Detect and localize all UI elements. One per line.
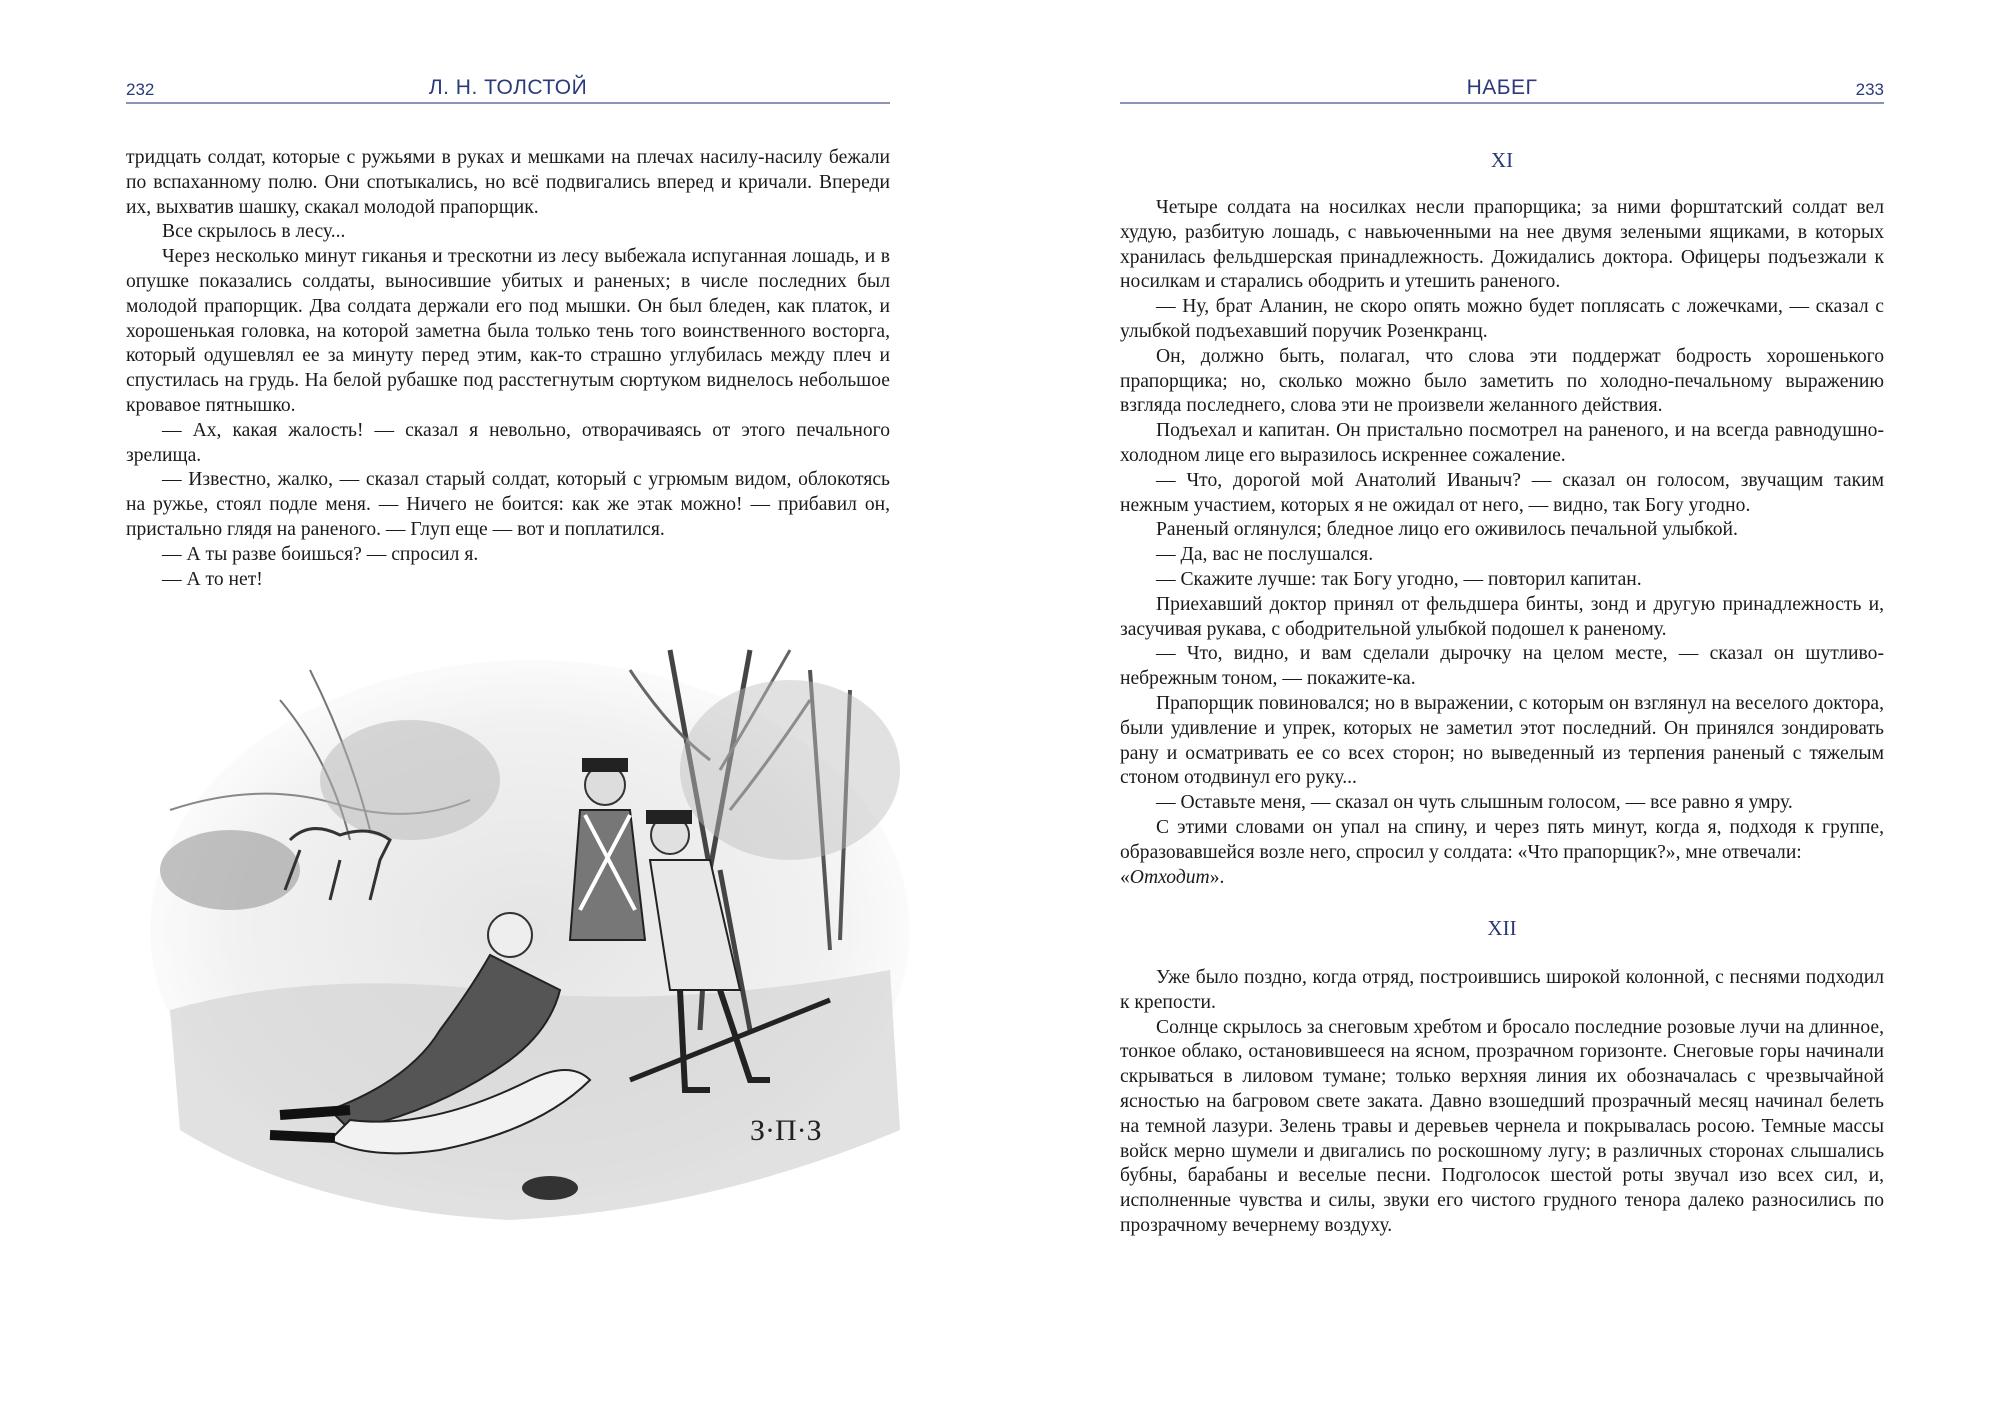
paragraph: Раненый оглянулся; бледное лицо его оживилось печальной улыбкой. [1156,519,1738,541]
header-rule [1120,102,1884,104]
closing-line [1120,866,1884,891]
paragraph: — А ты разве боишься? — спросил я. [162,543,479,565]
close-quote: ». [1209,866,1225,888]
paragraph: Приехавший доктор принял от фельдшера бинты, зонд и другую принадлежность и, засучивая рукава, с ободрительной улыбкой подошел к раненому. [1120,593,1884,640]
left-page-header [126,72,890,104]
running-title: НАБЕГ [1466,76,1538,99]
chapter-xii-text [1120,966,1884,1239]
right-page-header [1120,72,1884,104]
paragraph: — Ну, брат Аланин, не скоро опять можно будет поплясать с ложечками, — сказал с улыбкой подъехавший поручик Розенкранц. [1120,296,1884,342]
page-number: 232 [126,80,155,99]
running-title: Л. Н. ТОЛСТОЙ [428,76,588,99]
open-quote: « [1120,866,1130,888]
paragraph: — Что, видно, и вам сделали дырочку на целом месте, — сказал он шутливо-небрежным тоном, — покажите-ка. [1120,643,1884,690]
paragraph: — Что, дорогой мой Анатолий Иваныч? — сказал он голосом, звучащим таким нежным участием, которых я не ожидал от него, — видно, так Богу угодно. [1120,469,1884,516]
paragraph: Солнце скрылось за снеговым хребтом и бросало последние розовые лучи на длинное, тонкое облако, остановившееся на ясном, прозрачном горизонте. Снеговые горы начинали скрываться в лиловом тумане; только верхняя линия их обозначалась с чрезвычайной ясностью на багровом свете заката. Давно взошедший прозрачный месяц начинал белеть на темной лазури. Зелень травы и деревьев чернела и покрывалась росою. Темные массы войск мерно шумели и двигались по роскошному лугу; в различных сторонах слышались бубны, барабаны и веселые песни. Подголосок шестой роты звучал изо всех сил, и, исполненные чувства и силы, звуки его чистого грудного тенора далеко разносились по прозрачному вечернему воздуху. [1120,1016,1884,1236]
paragraph: тридцать солдат, которые с ружьями в руках и мешками на плечах насилу-насилу бежали по вспаханному полю. Они спотыкались, но всё подвигались вперед и кричали. Впереди их, выхватив шашку, скакал молодой прапорщик. [126,147,890,218]
paragraph: — А то нет! [162,568,263,590]
chapter-heading-xi: XI [1490,148,1514,172]
paragraph: Прапорщик повиновался; но в выражении, с которым он взглянул на веселого доктора, были удивление и упрек, которых не заметил этот последний. Он принялся зондировать рану и осматривать ее со всех сторон; но выведенный из терпения раненый с тяжелым стоном отодвинул его руку... [1120,692,1884,789]
paragraph: Уже было поздно, когда отряд, построившись широкой колонной, с песнями подходил к крепости. [1120,967,1884,1013]
paragraph: Четыре солдата на носилках несли прапорщика; за ними форштатский солдат вел худую, разбитую лошадь, с навьюченными на нее двумя зелеными ящиками, в которых хранилась фельдшерская принадлежность. Дожидались доктора. Офицеры подъезжали к носилкам и старались ободрить и утешить раненого. [1120,197,1884,293]
page-number: 233 [1855,80,1884,99]
paragraph: — Оставьте меня, — сказал он чуть слышным голосом, — все равно я умру. [1156,792,1793,814]
illustration-signature: З·П·З [750,1114,822,1147]
paragraph: — Скажите лучше: так Богу угодно, — повторил капитан. [1156,568,1642,590]
paragraph: Через несколько минут гиканья и трескотни из лесу выбежала испуганная лошадь, и в опушке показались солдаты, выносившие убитых и раненых; в числе последних был молодой прапорщик. Два солдата держали его под мышки. Он был бледен, как платок, и хорошенькая головка, на которой заметна была только тень того воинственного восторга, который одушевлял ее за минуту перед этим, как-то страшно углубилась между плеч и спустилась на грудь. На белой рубашке под расстегнутым сюртуком виднелось небольшое кровавое пятнышко. [126,246,890,416]
header-rule [126,102,890,104]
paragraph: — Да, вас не послушался. [1156,544,1374,566]
paragraph: Подъехал и капитан. Он пристально посмотрел на раненого, и на всегда равнодушно-холодном лице его выразилось искреннее сожаление. [1120,420,1884,466]
chapter-heading-xii: XII [1487,916,1517,940]
wounded-ensign-illustration [110,610,950,1250]
paragraph: Он, должно быть, полагал, что слова эти поддержат бодрость хорошенького прапорщика; но, сколько можно было заметить по холодно-печальному выражению взгляда последнего, слова эти не произвели желанного действия. [1120,345,1884,417]
paragraph: С этими словами он упал на спину, и через пять минут, когда я, подходя к группе, образовавшейся возле него, спросил у солдата: «Что прапорщик?», мне отвечали: [1120,816,1884,863]
paragraph: — Ах, какая жалость! — сказал я невольно, отворачиваясь от этого печального зрелища. [126,419,890,466]
right-page [1000,0,2000,1417]
chapter-xi-text [1120,196,1884,890]
paragraph: Все скрылось в лесу... [162,221,346,243]
italic-word: Отходит [1129,866,1210,888]
paragraph: — Известно, жалко, — сказал старый солдат, который с угрюмым видом, облокотясь на ружье, стоял подле меня. — Ничего не боится: как же этак можно! — прибавил он, пристально глядя на раненого. — Глуп еще — вот и поплатился. [126,469,890,540]
left-body-text [126,146,890,592]
